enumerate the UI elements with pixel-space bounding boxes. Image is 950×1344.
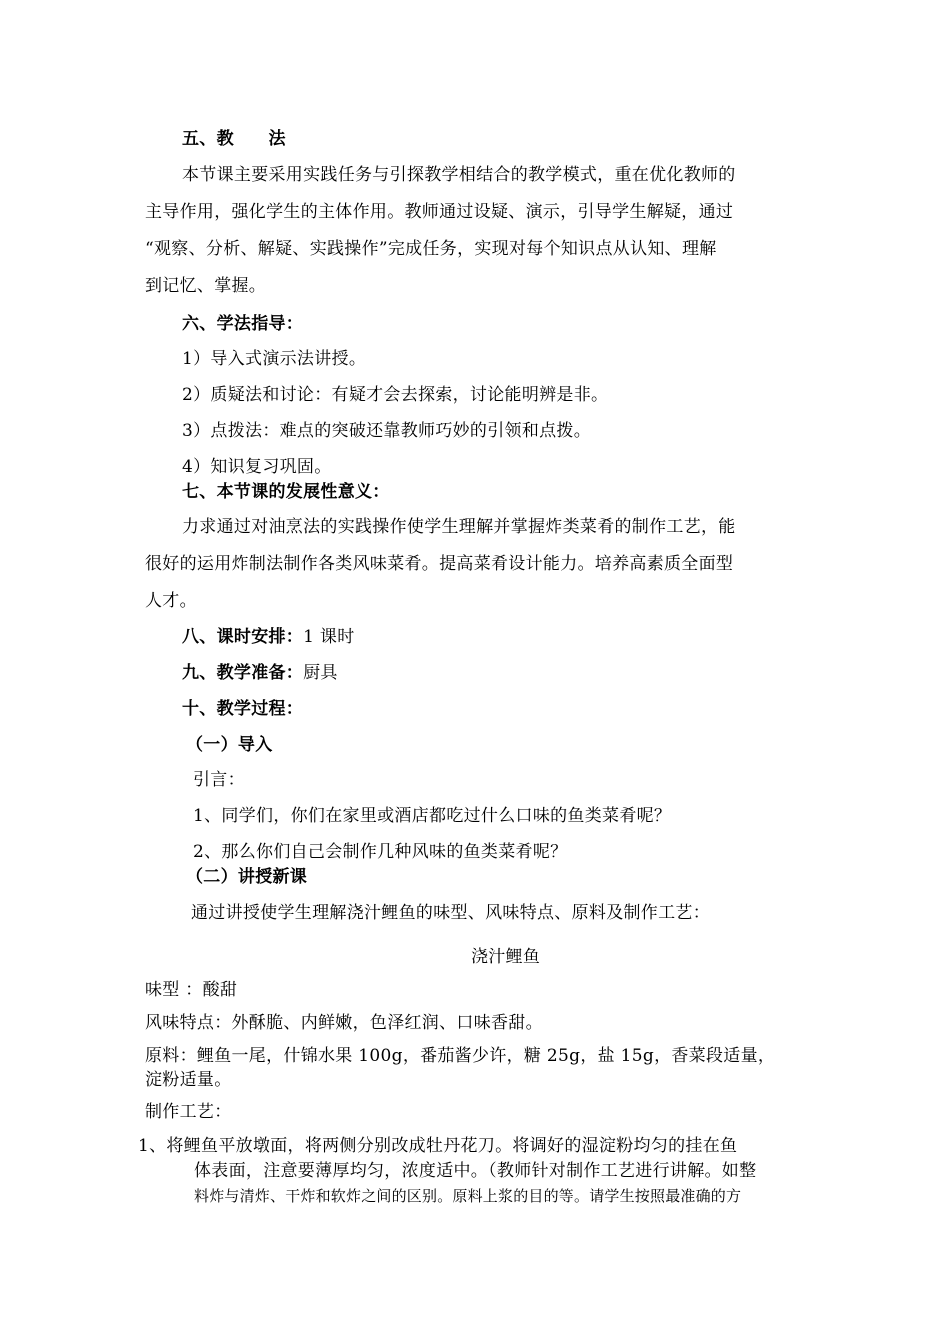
part-1-question-2: 2、那么你们自己会制作几种风味的鱼类菜肴呢？ xyxy=(193,842,568,862)
section-10-heading: 十、教学过程： xyxy=(182,699,304,719)
section-5-heading: 五、教 法 xyxy=(182,129,286,149)
section-9 xyxy=(182,661,338,685)
section-6-item-2: 2）质疑法和讨论：有疑才会去探索，讨论能明辨是非。 xyxy=(182,385,609,405)
dish-title: 浇汁鲤鱼 xyxy=(471,947,541,967)
dish-ingredients-line-1: 原料：鲤鱼一尾，什锦水果 100g，番茄酱少许，糖 25g，盐 15g，香菜段适量， xyxy=(145,1046,776,1066)
section-6-heading: 六、学法指导： xyxy=(182,314,304,334)
part-2-heading: （二）讲授新课 xyxy=(186,867,308,887)
section-8 xyxy=(182,625,355,649)
section-5-line-4: 到记忆、掌握。 xyxy=(145,276,267,296)
section-8-label: 八、课时安排： xyxy=(182,627,304,647)
part-1-intro: 引言： xyxy=(193,770,245,790)
dish-flavor: 风味特点：外酥脆、内鲜嫩，色泽红润、口味香甜。 xyxy=(145,1013,543,1033)
section-7-line-2: 很好的运用炸制法制作各类风味菜肴。提高菜肴设计能力。培养高素质全面型 xyxy=(145,554,734,574)
section-5-line-2: 主导作用，强化学生的主体作用。教师通过设疑、演示，引导学生解疑，通过 xyxy=(145,202,734,222)
dish-taste: 味型 ：酸甜 xyxy=(145,980,238,1000)
section-5-line-1: 本节课主要采用实践任务与引探教学相结合的教学模式，重在优化教师的 xyxy=(182,165,736,185)
section-7-heading: 七、本节课的发展性意义： xyxy=(182,482,390,502)
section-6-item-4: 4）知识复习巩固。 xyxy=(182,457,332,477)
section-7-line-3: 人才。 xyxy=(145,591,197,611)
section-5-line-3: “观察、分析、解疑、实践操作”完成任务，实现对每个知识点从认知、理解 xyxy=(145,239,717,259)
part-1-heading: （一）导入 xyxy=(186,735,273,755)
part-2-intro: 通过讲授使学生理解浇汁鲤鱼的味型、风味特点、原料及制作工艺： xyxy=(191,903,710,923)
section-7-line-1: 力求通过对油烹法的实践操作使学生理解并掌握炸类菜肴的制作工艺，能 xyxy=(182,517,736,537)
dish-step-1-line-3: 料炸与清炸、干炸和软炸之间的区别。原料上浆的目的等。请学生按照最准确的方 xyxy=(194,1187,742,1205)
section-6-item-3: 3）点拨法：难点的突破还靠教师巧妙的引领和点拨。 xyxy=(182,421,592,441)
dish-process-label: 制作工艺： xyxy=(145,1102,232,1122)
dish-step-1-line-1: 1、将鲤鱼平放墩面，将两侧分别改成牡丹花刀。将调好的湿淀粉均匀的挂在鱼 xyxy=(138,1136,738,1156)
section-9-label: 九、教学准备： xyxy=(182,663,304,683)
dish-ingredients-line-2: 淀粉适量。 xyxy=(145,1070,232,1090)
section-9-value: 厨具 xyxy=(303,663,338,683)
part-1-question-1: 1、同学们，你们在家里或酒店都吃过什么口味的鱼类菜肴呢？ xyxy=(193,806,672,826)
dish-step-1-line-2: 体表面，注意要薄厚均匀，浓度适中。（教师针对制作工艺进行讲解。如整 xyxy=(194,1161,757,1181)
section-6-item-1: 1）导入式演示法讲授。 xyxy=(182,349,367,369)
section-8-value: 1 课时 xyxy=(303,627,355,647)
